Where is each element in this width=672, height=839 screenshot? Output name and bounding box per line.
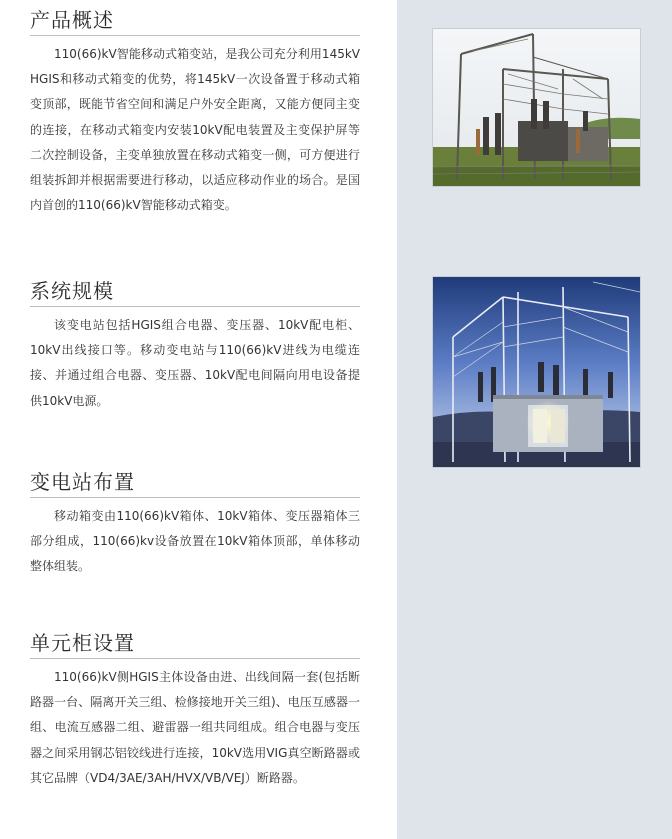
substation-photo-day [432,28,641,187]
section-body: 该变电站包括HGIS组合电器、变压器、10kV配电柜、10kV出线接口等。移动变电站与110(66)kV进线为电缆连接、并通过组合电器、变压器、10kV配电间隔向用电设备提供10kV电源。 [30,318,360,408]
section-substation-layout [30,470,370,580]
section-divider [30,306,360,307]
section-title: 单元柜设置 [30,631,135,655]
section-divider [30,497,360,498]
section-title: 产品概述 [30,8,114,32]
section-product-overview [30,8,370,218]
section-title: 变电站布置 [30,470,135,494]
section-system-scale [30,279,370,414]
section-body: 移动箱变由110(66)kV箱体、10kV箱体、变压器箱体三部分组成，110(66)kv设备放置在10kV箱体顶部，单体移动整体组装。 [30,509,360,574]
section-divider [30,35,360,36]
section-title: 系统规模 [30,279,114,303]
section-unit-cabinet [30,631,370,791]
section-divider [30,658,360,659]
substation-photo-night [432,276,641,468]
section-body: 110(66)kV智能移动式箱变站，是我公司充分利用145kV HGIS和移动式箱变的优势，将145kV一次设备置于移动式箱变顶部，既能节省空间和满足户外安全距离，又能方便同主变的连接，在移动式箱变内安装10kV配电装置及主变保护屏等二次控制设备，主变单独放置在移动式箱变一侧，可方便进行组装拆卸并根据需要进行移动，以适应移动作业的场合。是国内首创的110(66)kV智能移动式箱变。 [30,47,360,213]
section-body: 110(66)kV侧HGIS主体设备由进、出线间隔一套(包括断路器一台、隔离开关三组、检修接地开关三组)、电压互感器一组、电流互感器二组、避雷器一组共同组成。组合电器与变压器之间采用钢芯铝铰线进行连接，10kV选用VIG真空断路器或其它品牌（VD4/3AE/3AH/HVX/VB/VEJ）断路器。 [30,670,360,785]
